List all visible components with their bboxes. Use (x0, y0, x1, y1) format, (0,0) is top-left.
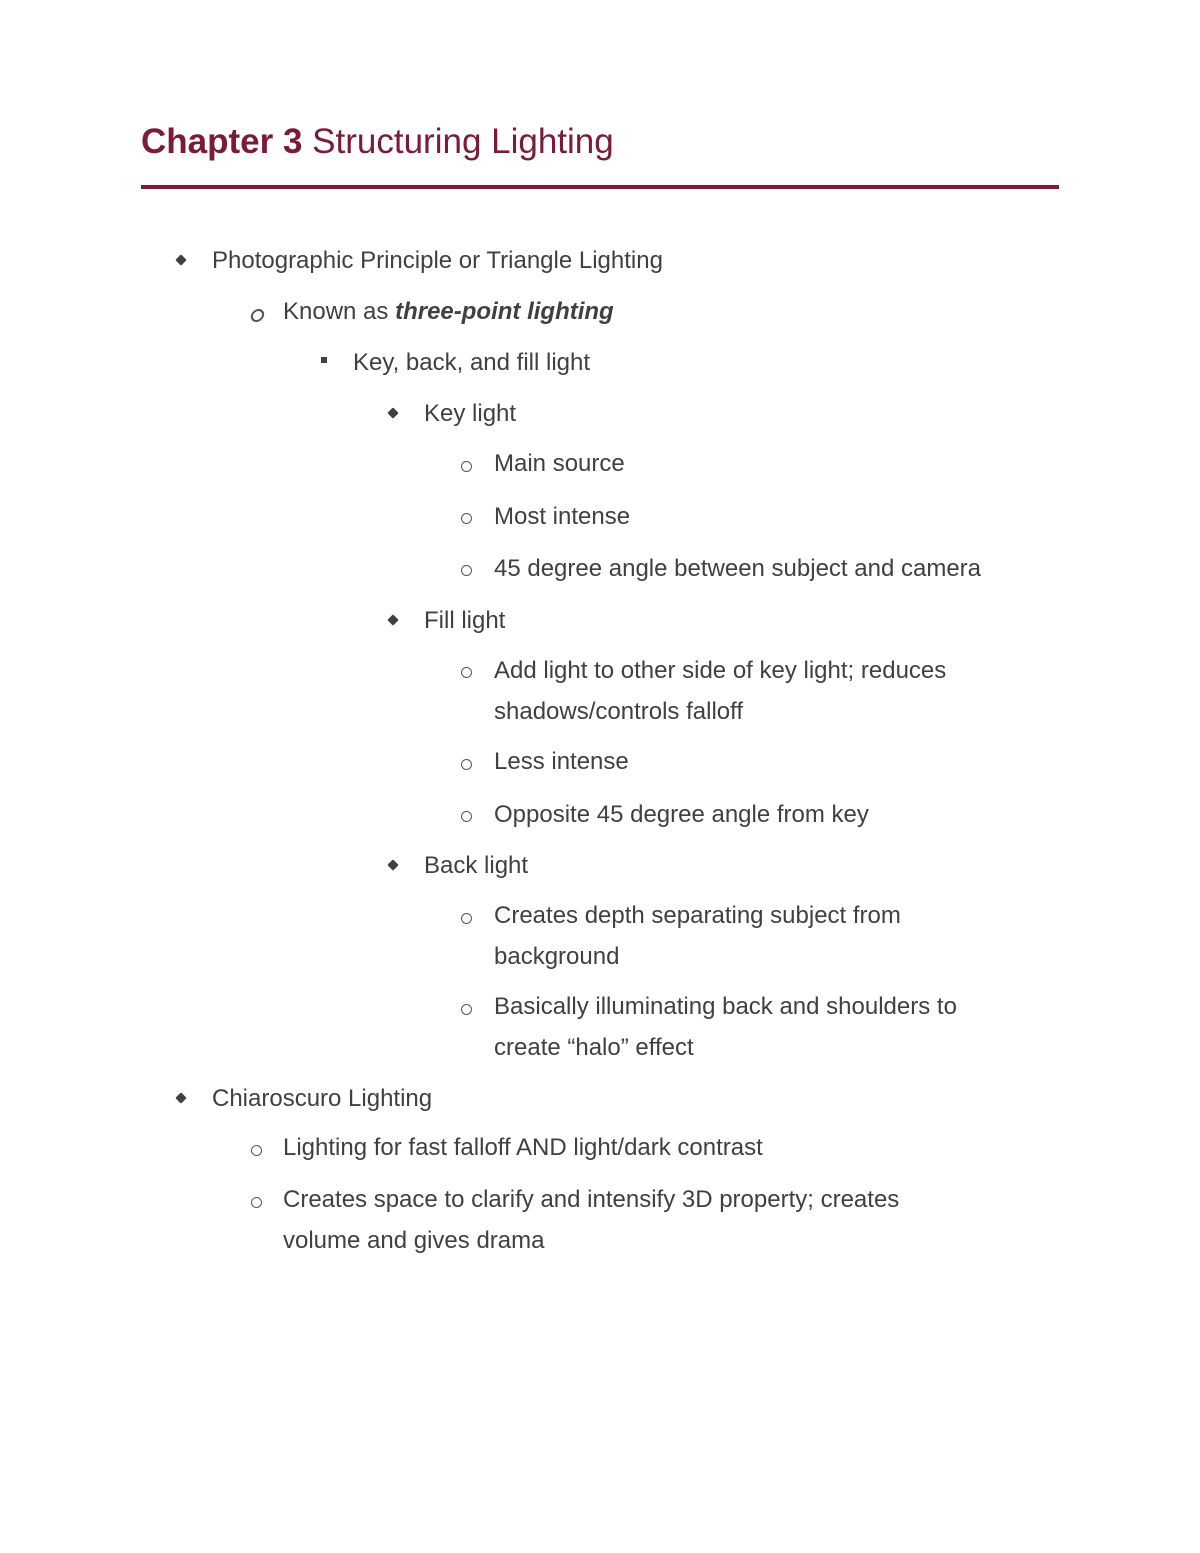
known-as-prefix: Known as (283, 298, 389, 325)
known-as-term: three-point lighting (395, 298, 614, 325)
list-item-creates-space: Creates space to clarify and intensify 3D property; creates (283, 1186, 900, 1213)
list-item-known-as (283, 291, 614, 332)
bullet-circle-icon (461, 1004, 472, 1015)
chapter-number: Chapter 3 (141, 122, 303, 161)
list-item-most-intense: Most intense (494, 503, 631, 530)
list-item-creates-space-continued: volume and gives drama (283, 1227, 545, 1254)
list-item-45-degree: 45 degree angle between subject and camera (494, 555, 982, 582)
bullet-circle-icon (250, 309, 266, 322)
bullet-square-icon (321, 357, 327, 363)
list-item-key-back-fill: Key, back, and fill light (353, 349, 591, 376)
list-item-main-source: Main source (494, 450, 625, 477)
title-divider (141, 185, 1059, 189)
chapter-title: Structuring Lighting (312, 122, 614, 161)
bullet-circle-icon (461, 513, 472, 524)
bullet-dot-icon (175, 254, 186, 265)
bullet-circle-icon (461, 461, 472, 472)
list-item-basically-illuminating-continued: create “halo” effect (494, 1034, 694, 1061)
bullet-dot-icon (387, 407, 398, 418)
list-item-fill-light: Fill light (424, 607, 506, 634)
bullet-circle-icon (251, 1145, 262, 1156)
list-item-less-intense: Less intense (494, 748, 629, 775)
list-item-add-light-continued: shadows/controls falloff (494, 698, 744, 725)
list-item-opposite-45: Opposite 45 degree angle from key (494, 801, 869, 828)
bullet-circle-icon (461, 913, 472, 924)
bullet-circle-icon (461, 667, 472, 678)
list-item-fast-falloff: Lighting for fast falloff AND light/dark contrast (283, 1134, 763, 1161)
list-item-photographic-principle: Photographic Principle or Triangle Lighting (212, 247, 663, 274)
bullet-circle-icon (461, 811, 472, 822)
list-item-add-light: Add light to other side of key light; reduces (494, 657, 947, 684)
list-item-basically-illuminating: Basically illuminating back and shoulders to (494, 993, 957, 1020)
list-item-key-light: Key light (424, 400, 517, 427)
bullet-circle-icon (461, 759, 472, 770)
bullet-dot-icon (175, 1092, 186, 1103)
list-item-creates-depth: Creates depth separating subject from (494, 902, 901, 929)
bullet-dot-icon (387, 614, 398, 625)
page-title (141, 118, 614, 166)
list-item-chiaroscuro: Chiaroscuro Lighting (212, 1085, 433, 1112)
list-item-creates-depth-continued: background (494, 943, 620, 970)
bullet-circle-icon (461, 565, 472, 576)
bullet-dot-icon (387, 859, 398, 870)
bullet-circle-icon (251, 1197, 262, 1208)
list-item-back-light: Back light (424, 852, 529, 879)
